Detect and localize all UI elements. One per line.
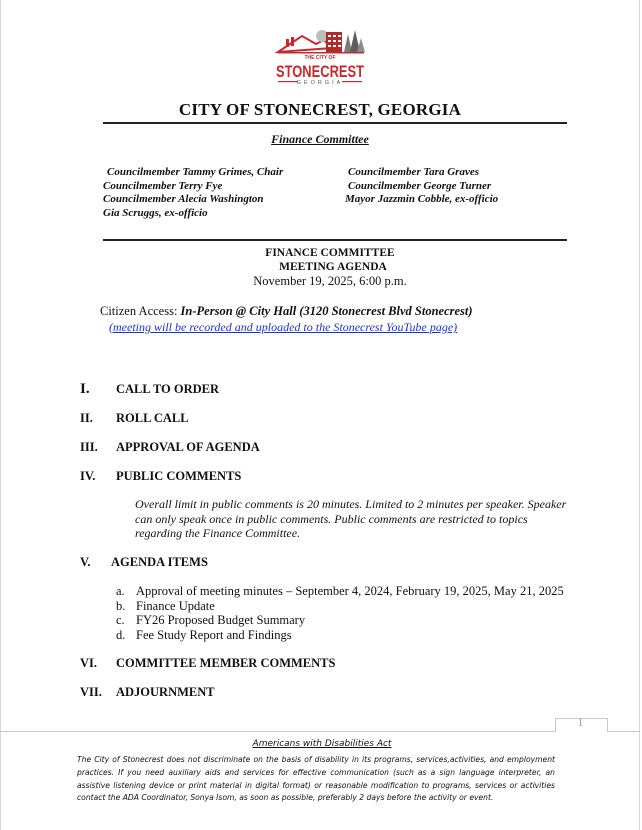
- agenda-item-approval-of-agenda: [80, 440, 260, 455]
- agenda-item-label: AGENDA ITEMS: [111, 555, 208, 569]
- section-divider: [103, 239, 567, 241]
- member: Councilmember George Turner: [348, 179, 492, 192]
- citizen-access: [100, 304, 473, 319]
- logo-line2: STONECREST: [276, 62, 365, 81]
- member: Councilmember Alecia Washington: [103, 193, 264, 205]
- logo-skyline-icon: [278, 30, 365, 54]
- youtube-recording-link[interactable]: (meeting will be recorded and uploaded to the Stonecrest YouTube page): [109, 320, 458, 334]
- agenda-subitem: [116, 613, 564, 628]
- agenda-subitem: [116, 584, 564, 599]
- subitem-text: FY26 Proposed Budget Summary: [136, 613, 306, 627]
- member: Mayor Jazzmin Cobble, ex-officio: [345, 193, 499, 205]
- subitem-text: Approval of meeting minutes – September 4, 2024, February 19, 2025, May 21, 2025: [136, 584, 564, 598]
- agenda-item-agenda-items: [80, 555, 208, 570]
- agenda-item-label: APPROVAL OF AGENDA: [116, 440, 260, 454]
- citizen-access-place: In-Person @ City Hall (3120 Stonecrest Blvd Stonecrest): [180, 304, 473, 318]
- citizen-access-label: Citizen Access:: [100, 304, 181, 318]
- meeting-header: [0, 246, 640, 288]
- meeting-heading-line1: FINANCE COMMITTEE: [265, 247, 395, 259]
- agenda-item-label: CALL TO ORDER: [116, 382, 220, 396]
- public-comments-note: Overall limit in public comments is 20 minutes. Limited to 2 minutes per speaker. Speaker can only speak once in public comments. Public comments are restricted to topics regarding the Finance Committee.: [135, 497, 567, 540]
- page-edge-right: [639, 0, 640, 830]
- agenda-item-label: PUBLIC COMMENTS: [116, 469, 242, 483]
- member: Councilmember Tammy Grimes, Chair: [107, 166, 284, 178]
- member: Councilmember Terry Fye: [103, 179, 223, 192]
- agenda-item-label: ADJOURNMENT: [116, 685, 215, 699]
- subitem-letter: a.: [116, 584, 125, 598]
- city-logo: [272, 26, 368, 90]
- members-right: [345, 166, 498, 207]
- page-number: 1: [578, 718, 583, 729]
- committee-name: Finance Committee: [271, 132, 369, 146]
- subitem-letter: c.: [116, 613, 125, 627]
- members-left: [103, 166, 283, 220]
- subitem-text: Fee Study Report and Findings: [136, 627, 292, 642]
- agenda-item-number: I.: [80, 381, 90, 397]
- agenda-item-number: III.: [80, 440, 98, 454]
- agenda-item-number: VI.: [80, 656, 98, 670]
- agenda-item-roll-call: [80, 411, 189, 426]
- subitem-letter: d.: [116, 627, 126, 642]
- agenda-subitems: [116, 584, 564, 642]
- ada-notice: The City of Stonecrest does not discriminate on the basis of disability in its programs, services,activities, and employment practices. If you need auxiliary aids and services for effective communication (such as a sign language interpreter, an assistive listening device or print material in digital format) or reasonable modification to programs, services or activities contact the ADA Coordinator, Sonya Isom, as soon as possible, preferably 2 days before the activity or event.: [77, 755, 555, 803]
- member: Gia Scruggs, ex-officio: [103, 206, 208, 219]
- agenda-item-label: COMMITTEE MEMBER COMMENTS: [116, 656, 336, 670]
- subitem-letter: b.: [116, 598, 126, 613]
- agenda-item-number: V.: [80, 555, 91, 569]
- agenda-item-label: ROLL CALL: [116, 411, 189, 425]
- agenda-item-adjournment: [80, 685, 215, 700]
- meeting-datetime: November 19, 2025, 6:00 p.m.: [253, 274, 407, 288]
- agenda-item-number: VII.: [80, 685, 102, 699]
- agenda-item-public-comments: [80, 469, 241, 484]
- agenda-item-committee-member-comments: [80, 656, 335, 671]
- subitem-text: Finance Update: [136, 598, 215, 613]
- footer-divider: [0, 731, 640, 732]
- agenda-item-call-to-order: [80, 381, 219, 398]
- agenda-subitem: [116, 599, 564, 614]
- document-title: CITY OF STONECREST, GEORGIA: [178, 100, 462, 119]
- logo-line1: THE CITY OF: [304, 55, 336, 61]
- agenda-item-number: IV.: [80, 469, 96, 483]
- meeting-heading-line2: MEETING AGENDA: [279, 261, 387, 273]
- ada-title: Americans with Disabilities Act: [252, 739, 392, 749]
- member: Councilmember Tara Graves: [348, 166, 479, 178]
- page-edge-left: [0, 0, 1, 830]
- agenda-item-number: II.: [80, 411, 93, 425]
- logo-line3: GEORGIA: [296, 80, 344, 86]
- agenda-subitem: [116, 628, 564, 643]
- title-divider: [103, 122, 567, 124]
